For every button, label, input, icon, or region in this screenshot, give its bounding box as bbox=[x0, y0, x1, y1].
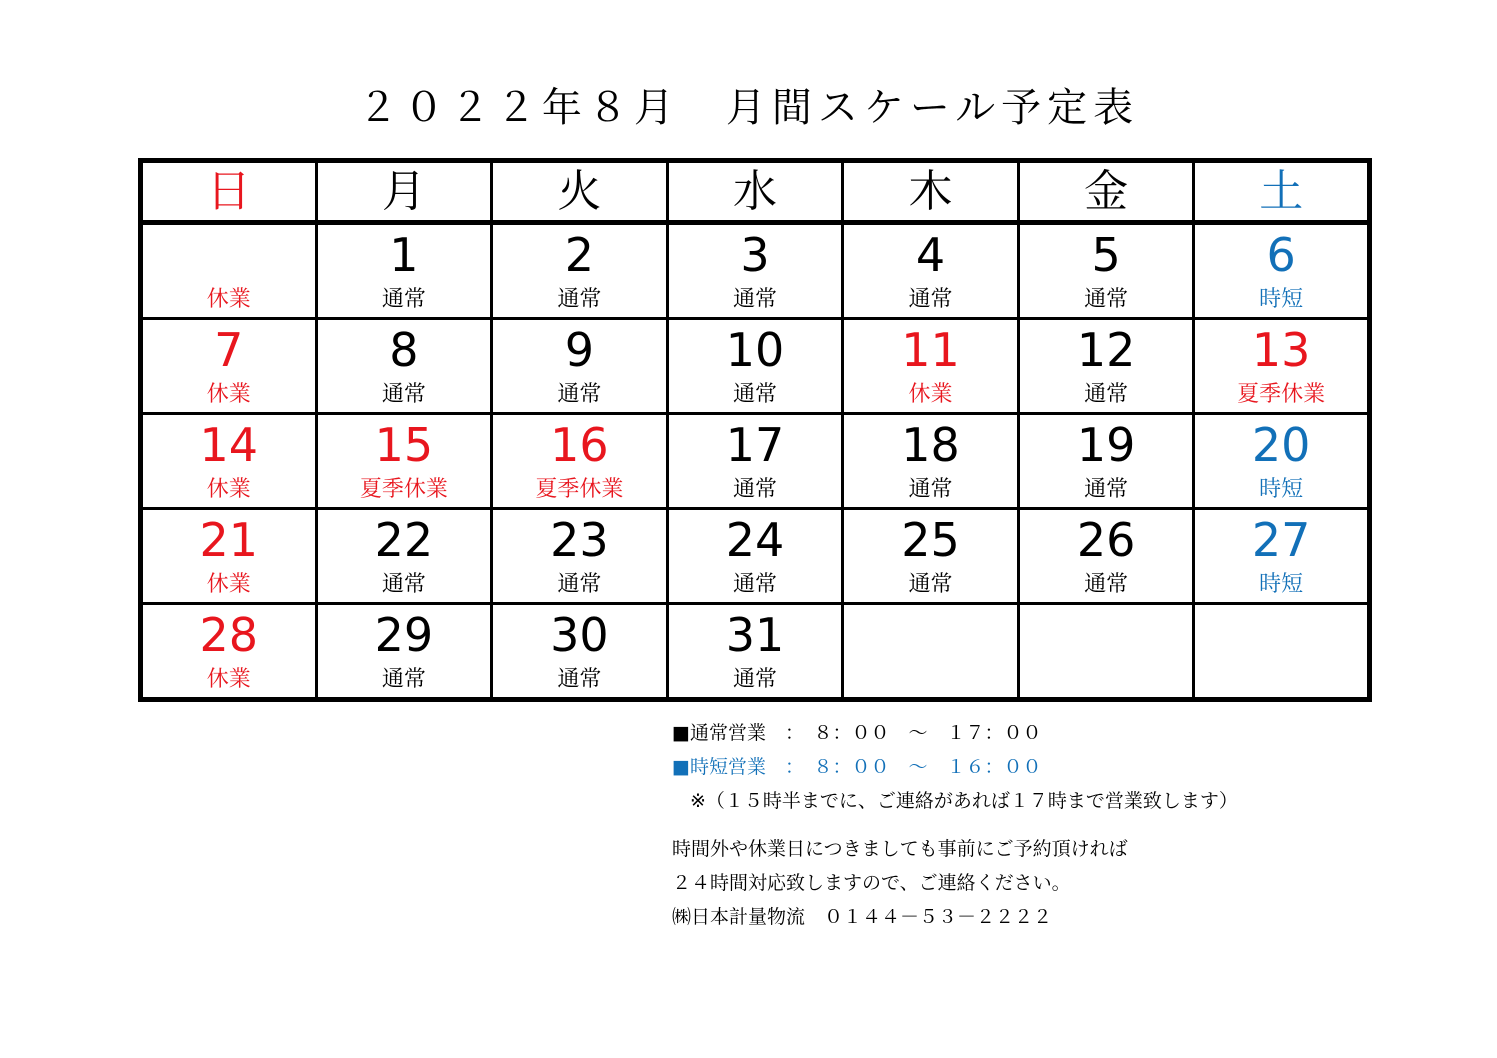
calendar-day-cell bbox=[141, 319, 317, 414]
calendar-day-cell bbox=[141, 223, 317, 319]
calendar-day-cell bbox=[843, 223, 1019, 319]
calendar-day-cell bbox=[492, 413, 668, 508]
day-number: 15 bbox=[374, 417, 434, 472]
calendar-day-cell bbox=[141, 413, 317, 508]
day-number: 8 bbox=[389, 323, 419, 377]
calendar-day-cell bbox=[1018, 319, 1194, 414]
day-number: 14 bbox=[199, 417, 259, 472]
day-status: 通常 bbox=[557, 571, 602, 597]
day-number: 11 bbox=[901, 323, 960, 377]
day-number: 9 bbox=[564, 323, 595, 377]
calendar-day-cell bbox=[492, 223, 668, 319]
day-status: 時短 bbox=[1259, 287, 1304, 312]
day-status: 通常 bbox=[732, 287, 777, 312]
short-hours-remark bbox=[672, 786, 1238, 820]
day-number: 24 bbox=[725, 512, 785, 567]
day-status: 通常 bbox=[557, 382, 602, 407]
calendar-day-cell bbox=[141, 508, 317, 603]
calendar-day-cell bbox=[316, 223, 492, 319]
calendar-table bbox=[138, 158, 1372, 702]
day-status: 通常 bbox=[557, 666, 602, 692]
day-status: 通常 bbox=[732, 382, 777, 407]
day-status: 通常 bbox=[1084, 571, 1129, 597]
day-number: 6 bbox=[1266, 228, 1296, 282]
day-number: 26 bbox=[1076, 512, 1136, 567]
weekday-header: 水 bbox=[667, 161, 843, 223]
day-status: 休業 bbox=[908, 382, 953, 407]
calendar-day-cell bbox=[667, 413, 843, 508]
day-status: 通常 bbox=[732, 666, 777, 692]
short-hours-remark-text: ※（１５時半までに、ご連絡があれば１７時まで営業致します） bbox=[690, 790, 1238, 812]
day-number: 5 bbox=[1091, 228, 1121, 282]
day-status: 通常 bbox=[908, 476, 953, 502]
day-status: 通常 bbox=[732, 571, 777, 597]
day-number: 1 bbox=[389, 228, 419, 282]
weekday-header-row bbox=[141, 161, 1370, 223]
calendar-day-cell bbox=[843, 319, 1019, 414]
day-status: 休業 bbox=[206, 382, 251, 407]
day-status: 通常 bbox=[381, 382, 426, 407]
day-status: 夏季休業 bbox=[535, 476, 624, 502]
page-title: ２０２２年８月 月間スケール予定表 bbox=[357, 85, 1140, 131]
day-number: 25 bbox=[901, 512, 960, 567]
day-number: 13 bbox=[1251, 323, 1311, 377]
calendar-day-cell bbox=[316, 413, 492, 508]
weekday-header: 日 bbox=[141, 161, 317, 223]
calendar-day-cell bbox=[141, 603, 317, 699]
calendar-day-cell bbox=[667, 319, 843, 414]
day-status: 休業 bbox=[206, 571, 251, 597]
weekday-header: 土 bbox=[1194, 161, 1370, 223]
day-status: 通常 bbox=[1084, 382, 1129, 407]
calendar-day-cell bbox=[1018, 223, 1194, 319]
day-number: 21 bbox=[199, 512, 259, 567]
calendar-day-cell bbox=[492, 319, 668, 414]
calendar-week-row bbox=[141, 508, 1370, 603]
weekday-header: 火 bbox=[492, 161, 668, 223]
weekday-header: 木 bbox=[843, 161, 1019, 223]
calendar-week-row bbox=[141, 413, 1370, 508]
calendar-day-cell bbox=[1018, 413, 1194, 508]
calendar-day-cell bbox=[1194, 603, 1370, 699]
day-number: 22 bbox=[374, 512, 434, 567]
calendar-day-cell bbox=[667, 603, 843, 699]
calendar-day-cell bbox=[1194, 319, 1370, 414]
calendar-day-cell bbox=[1194, 508, 1370, 603]
day-status: 通常 bbox=[1084, 476, 1129, 502]
day-number: 18 bbox=[901, 417, 960, 472]
calendar-day-cell bbox=[843, 603, 1019, 699]
day-number: 2 bbox=[564, 228, 595, 282]
day-status: 通常 bbox=[381, 287, 426, 312]
company-contact: ㈱日本計量物流 ０１４４－５３－２２２２ bbox=[672, 906, 1053, 928]
notes-block bbox=[672, 718, 1238, 936]
calendar-day-cell bbox=[843, 508, 1019, 603]
day-number: 29 bbox=[374, 607, 434, 662]
day-status: 通常 bbox=[908, 571, 953, 597]
day-number: 20 bbox=[1251, 417, 1311, 472]
day-number: 4 bbox=[915, 228, 946, 282]
weekday-header: 金 bbox=[1018, 161, 1194, 223]
day-status: 通常 bbox=[1084, 287, 1129, 312]
day-status: 夏季休業 bbox=[359, 476, 448, 502]
reservation-note-line2: ２４時間対応致しますので、ご連絡ください。 bbox=[672, 872, 1071, 894]
day-number: 3 bbox=[740, 228, 770, 282]
calendar-body bbox=[141, 223, 1370, 700]
day-number: 27 bbox=[1251, 512, 1311, 567]
day-status: 通常 bbox=[381, 571, 426, 597]
calendar-day-cell bbox=[1018, 603, 1194, 699]
day-status: 休業 bbox=[206, 666, 251, 692]
day-number: 30 bbox=[550, 607, 609, 662]
day-status: 夏季休業 bbox=[1237, 382, 1326, 407]
day-number: 19 bbox=[1076, 417, 1136, 472]
calendar-day-cell bbox=[316, 603, 492, 699]
day-number: 17 bbox=[725, 417, 785, 472]
normal-hours-note: ■通常営業 ： ８：００ ～ １７：００ bbox=[672, 722, 1042, 744]
calendar-week-row bbox=[141, 223, 1370, 319]
calendar-day-cell bbox=[492, 508, 668, 603]
weekday-header: 月 bbox=[316, 161, 492, 223]
reservation-note-line1: 時間外や休業日につきましても事前にご予約頂ければ bbox=[672, 838, 1128, 860]
day-number: 12 bbox=[1076, 323, 1136, 377]
calendar-day-cell bbox=[316, 319, 492, 414]
day-number: 23 bbox=[550, 512, 609, 567]
day-number: 16 bbox=[550, 417, 609, 472]
day-status: 通常 bbox=[381, 666, 426, 692]
day-status: 通常 bbox=[908, 287, 953, 312]
day-status: 時短 bbox=[1259, 571, 1304, 597]
day-status: 休業 bbox=[206, 476, 251, 502]
calendar-day-cell bbox=[492, 603, 668, 699]
calendar-week-row bbox=[141, 319, 1370, 414]
day-number: 31 bbox=[725, 607, 785, 662]
calendar-day-cell bbox=[843, 413, 1019, 508]
calendar-day-cell bbox=[667, 223, 843, 319]
short-hours-note: ■時短営業 ： ８：００ ～ １６：００ bbox=[672, 756, 1042, 778]
day-number: 7 bbox=[214, 323, 244, 377]
day-status: 通常 bbox=[557, 287, 602, 312]
calendar-week-row bbox=[141, 603, 1370, 699]
calendar-day-cell bbox=[1194, 413, 1370, 508]
calendar-day-cell bbox=[667, 508, 843, 603]
day-status: 通常 bbox=[732, 476, 777, 502]
calendar-day-cell bbox=[1018, 508, 1194, 603]
day-status: 休業 bbox=[206, 287, 251, 312]
day-status: 時短 bbox=[1259, 476, 1304, 502]
calendar-day-cell bbox=[1194, 223, 1370, 319]
day-number: 28 bbox=[199, 607, 259, 662]
calendar-day-cell bbox=[316, 508, 492, 603]
day-number: 10 bbox=[725, 323, 785, 377]
